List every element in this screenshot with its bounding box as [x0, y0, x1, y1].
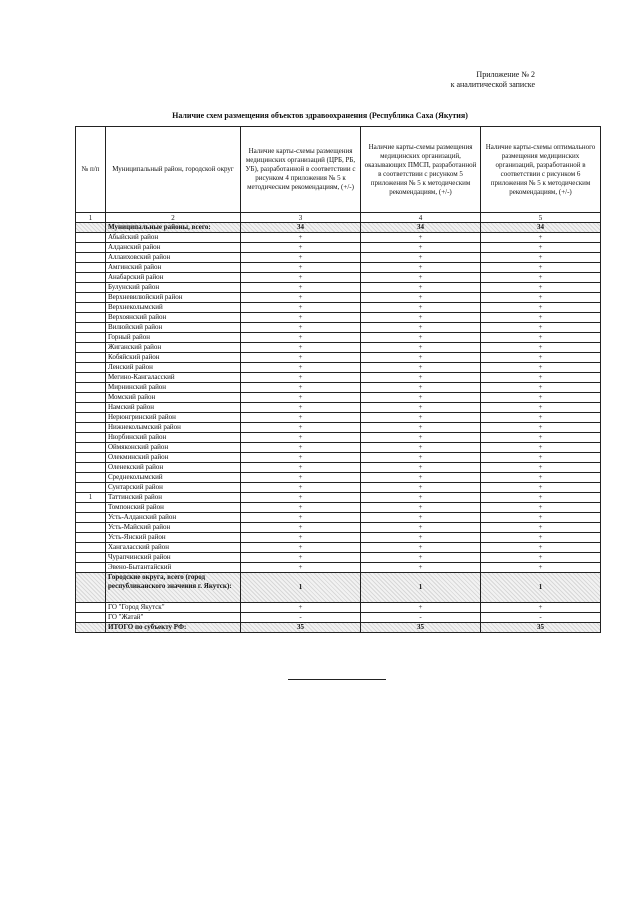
- row-number: [76, 573, 106, 603]
- row-value: +: [361, 313, 481, 323]
- column-number: 2: [106, 213, 241, 223]
- row-value: +: [481, 343, 601, 353]
- row-value: +: [361, 433, 481, 443]
- row-value: +: [241, 453, 361, 463]
- row-value: +: [241, 463, 361, 473]
- row-name: Усть-Алданский район: [106, 513, 241, 523]
- table-row: [76, 263, 601, 273]
- row-number: [76, 423, 106, 433]
- row-name: Амгинский район: [106, 263, 241, 273]
- row-value: +: [241, 263, 361, 273]
- row-value: +: [361, 463, 481, 473]
- row-value: +: [481, 483, 601, 493]
- row-value: +: [361, 423, 481, 433]
- row-value: +: [481, 263, 601, 273]
- row-value: +: [481, 313, 601, 323]
- row-name: Кобяйский район: [106, 353, 241, 363]
- row-number: [76, 303, 106, 313]
- row-name: Верхоянский район: [106, 313, 241, 323]
- row-number: [76, 233, 106, 243]
- row-name: Сунтарский район: [106, 483, 241, 493]
- row-name: Оймяконский район: [106, 443, 241, 453]
- table-body: [76, 223, 601, 633]
- row-value: +: [241, 273, 361, 283]
- table-row: [76, 603, 601, 613]
- row-number: [76, 543, 106, 553]
- row-value: +: [361, 373, 481, 383]
- row-number: [76, 403, 106, 413]
- header-district: Муниципальный район, городской округ: [106, 127, 241, 213]
- row-value: +: [361, 393, 481, 403]
- table-row: [76, 553, 601, 563]
- row-value: +: [361, 253, 481, 263]
- row-value: +: [361, 543, 481, 553]
- row-value: +: [481, 403, 601, 413]
- table-row: [76, 423, 601, 433]
- row-value: +: [241, 233, 361, 243]
- appendix-reference: к аналитической записке: [450, 80, 535, 89]
- row-value: +: [241, 513, 361, 523]
- row-value: +: [361, 603, 481, 613]
- row-name: Муниципальные районы, всего:: [106, 223, 241, 233]
- row-value: +: [241, 383, 361, 393]
- table-row: [76, 563, 601, 573]
- row-value: +: [241, 313, 361, 323]
- row-value: +: [481, 393, 601, 403]
- table-row: [76, 253, 601, 263]
- row-name: ГО "Город Якутск": [106, 603, 241, 613]
- table-row: [76, 353, 601, 363]
- row-value: +: [481, 423, 601, 433]
- row-name: ИТОГО по субъекту РФ:: [106, 623, 241, 633]
- row-number: [76, 263, 106, 273]
- row-value: 35: [481, 623, 601, 633]
- row-value: +: [241, 533, 361, 543]
- row-number: [76, 453, 106, 463]
- table-row: [76, 543, 601, 553]
- row-value: +: [481, 373, 601, 383]
- row-value: +: [241, 373, 361, 383]
- row-value: +: [481, 543, 601, 553]
- row-value: +: [361, 473, 481, 483]
- table-header: [76, 127, 601, 223]
- table-row: [76, 483, 601, 493]
- header-col-4: Наличие карты-схемы размещения медицинских организаций, оказывающих ПМСП, разработанной в соответствии с рисунком 5 приложения № 5 к методическим рекомендациям, (+/-): [361, 127, 481, 213]
- row-value: +: [481, 333, 601, 343]
- row-value: +: [361, 533, 481, 543]
- end-rule-divider: [288, 679, 386, 680]
- table-row: [76, 273, 601, 283]
- row-name: Усть-Янский район: [106, 533, 241, 543]
- row-name: Городские округа, всего (город республиканского значения г. Якутск):: [106, 573, 241, 603]
- appendix-note: [451, 70, 535, 90]
- row-name: Томпонский район: [106, 503, 241, 513]
- row-value: +: [241, 253, 361, 263]
- row-value: 1: [481, 573, 601, 603]
- column-number: 1: [76, 213, 106, 223]
- row-number: [76, 513, 106, 523]
- table-row: [76, 433, 601, 443]
- table-row: [76, 233, 601, 243]
- row-value: +: [481, 493, 601, 503]
- row-value: +: [361, 263, 481, 273]
- row-value: 34: [241, 223, 361, 233]
- row-value: +: [241, 393, 361, 403]
- row-value: -: [361, 613, 481, 623]
- table-row: [76, 613, 601, 623]
- row-name: Момский район: [106, 393, 241, 403]
- row-value: +: [481, 273, 601, 283]
- row-value: +: [481, 513, 601, 523]
- row-value: +: [361, 303, 481, 313]
- row-number: [76, 533, 106, 543]
- row-value: +: [361, 523, 481, 533]
- row-value: +: [241, 243, 361, 253]
- row-number: [76, 313, 106, 323]
- row-value: +: [361, 353, 481, 363]
- row-number: [76, 273, 106, 283]
- header-row: [76, 127, 601, 213]
- row-value: +: [361, 233, 481, 243]
- row-value: +: [481, 303, 601, 313]
- table-row: [76, 533, 601, 543]
- row-value: +: [241, 553, 361, 563]
- row-value: +: [241, 493, 361, 503]
- row-name: Эвено-Бытантайский: [106, 563, 241, 573]
- row-value: +: [241, 283, 361, 293]
- row-value: +: [241, 293, 361, 303]
- row-value: +: [481, 453, 601, 463]
- table-row: [76, 243, 601, 253]
- row-value: +: [481, 503, 601, 513]
- row-name: ГО "Жатай": [106, 613, 241, 623]
- row-value: +: [361, 293, 481, 303]
- row-value: +: [241, 363, 361, 373]
- cities-total-row: [76, 573, 601, 603]
- row-name: Усть-Майский район: [106, 523, 241, 533]
- appendix-number: Приложение № 2: [476, 70, 535, 79]
- row-name: Намский район: [106, 403, 241, 413]
- row-value: +: [481, 283, 601, 293]
- table-row: [76, 333, 601, 343]
- row-value: +: [481, 473, 601, 483]
- header-num: № п/п: [76, 127, 106, 213]
- row-value: +: [361, 443, 481, 453]
- row-value: +: [241, 413, 361, 423]
- row-number: [76, 523, 106, 533]
- row-name: Алданский район: [106, 243, 241, 253]
- row-number: [76, 483, 106, 493]
- table-row: [76, 403, 601, 413]
- row-name: Аллаиховский район: [106, 253, 241, 263]
- row-number: 1: [76, 493, 106, 503]
- row-number: [76, 503, 106, 513]
- row-name: Хангаласский район: [106, 543, 241, 553]
- row-value: +: [481, 443, 601, 453]
- row-value: +: [241, 483, 361, 493]
- table-row: [76, 373, 601, 383]
- row-name: Жиганский район: [106, 343, 241, 353]
- row-value: +: [361, 553, 481, 563]
- row-value: +: [361, 453, 481, 463]
- row-value: +: [361, 413, 481, 423]
- row-value: +: [361, 243, 481, 253]
- row-value: 35: [241, 623, 361, 633]
- row-value: +: [241, 433, 361, 443]
- row-value: +: [481, 383, 601, 393]
- row-name: Абыйский район: [106, 233, 241, 243]
- row-name: Нюрбинский район: [106, 433, 241, 443]
- table-row: [76, 313, 601, 323]
- row-value: +: [361, 483, 481, 493]
- header-col-5: Наличие карты-схемы оптимального размещения медицинских организаций, разработанной в соответствии с рисунком 6 приложения № 5 к методическим рекомендациям, (+/-): [481, 127, 601, 213]
- row-value: +: [241, 423, 361, 433]
- row-value: +: [361, 333, 481, 343]
- row-value: -: [481, 613, 601, 623]
- row-value: +: [361, 283, 481, 293]
- table-row: [76, 523, 601, 533]
- row-value: +: [241, 603, 361, 613]
- row-number: [76, 363, 106, 373]
- row-value: +: [361, 273, 481, 283]
- row-number: [76, 383, 106, 393]
- row-value: +: [481, 533, 601, 543]
- row-value: +: [481, 243, 601, 253]
- row-value: +: [241, 403, 361, 413]
- row-value: +: [361, 343, 481, 353]
- healthcare-schemes-table: [75, 126, 601, 633]
- row-value: +: [241, 303, 361, 313]
- row-value: +: [481, 293, 601, 303]
- table-row: [76, 513, 601, 523]
- row-number: [76, 283, 106, 293]
- row-value: +: [361, 503, 481, 513]
- row-number: [76, 253, 106, 263]
- row-value: +: [481, 353, 601, 363]
- row-value: +: [481, 413, 601, 423]
- table-row: [76, 393, 601, 403]
- row-value: +: [361, 513, 481, 523]
- row-value: +: [241, 503, 361, 513]
- row-value: 34: [481, 223, 601, 233]
- row-value: +: [361, 363, 481, 373]
- row-name: Нижнеколымский район: [106, 423, 241, 433]
- row-value: +: [481, 563, 601, 573]
- row-value: 1: [241, 573, 361, 603]
- table-row: [76, 413, 601, 423]
- row-value: +: [361, 323, 481, 333]
- table-row: [76, 303, 601, 313]
- row-number: [76, 413, 106, 423]
- row-name: Таттинский район: [106, 493, 241, 503]
- row-value: +: [481, 463, 601, 473]
- row-name: Вилюйский район: [106, 323, 241, 333]
- row-name: Верхневилюйский район: [106, 293, 241, 303]
- row-name: Анабарский район: [106, 273, 241, 283]
- districts-total-row: [76, 223, 601, 233]
- row-number: [76, 353, 106, 363]
- row-value: +: [481, 253, 601, 263]
- row-number: [76, 293, 106, 303]
- row-name: Ленский район: [106, 363, 241, 373]
- row-name: Среднеколымский: [106, 473, 241, 483]
- row-number: [76, 323, 106, 333]
- row-number: [76, 373, 106, 383]
- row-value: -: [241, 613, 361, 623]
- table-row: [76, 443, 601, 453]
- row-value: +: [241, 473, 361, 483]
- grand-total-row: [76, 623, 601, 633]
- row-value: +: [481, 553, 601, 563]
- table-row: [76, 463, 601, 473]
- row-number: [76, 603, 106, 613]
- row-value: +: [241, 353, 361, 363]
- row-value: +: [361, 403, 481, 413]
- row-number: [76, 613, 106, 623]
- row-value: +: [361, 563, 481, 573]
- row-number: [76, 223, 106, 233]
- row-value: 35: [361, 623, 481, 633]
- row-value: +: [481, 523, 601, 533]
- row-value: +: [241, 523, 361, 533]
- table-row: [76, 493, 601, 503]
- table-row: [76, 383, 601, 393]
- row-name: Оленекский район: [106, 463, 241, 473]
- table-row: [76, 343, 601, 353]
- row-number: [76, 623, 106, 633]
- column-number: 5: [481, 213, 601, 223]
- row-name: Мегино-Кангаласский: [106, 373, 241, 383]
- table-row: [76, 363, 601, 373]
- row-value: +: [481, 323, 601, 333]
- row-value: +: [481, 233, 601, 243]
- table-row: [76, 473, 601, 483]
- row-value: +: [241, 323, 361, 333]
- row-number: [76, 463, 106, 473]
- column-numbers-row: [76, 213, 601, 223]
- row-number: [76, 563, 106, 573]
- row-name: Олекминский район: [106, 453, 241, 463]
- row-name: Горный район: [106, 333, 241, 343]
- table-row: [76, 503, 601, 513]
- row-value: +: [481, 363, 601, 373]
- row-value: +: [481, 603, 601, 613]
- row-value: +: [241, 443, 361, 453]
- row-name: Верхнеколымский: [106, 303, 241, 313]
- row-name: Чурапчинский район: [106, 553, 241, 563]
- row-number: [76, 393, 106, 403]
- column-number: 4: [361, 213, 481, 223]
- row-value: +: [241, 563, 361, 573]
- row-number: [76, 333, 106, 343]
- row-value: +: [241, 343, 361, 353]
- row-number: [76, 243, 106, 253]
- row-name: Нерюнгринский район: [106, 413, 241, 423]
- table-row: [76, 453, 601, 463]
- row-name: Булунский район: [106, 283, 241, 293]
- row-value: +: [241, 333, 361, 343]
- row-number: [76, 443, 106, 453]
- table-row: [76, 283, 601, 293]
- row-value: +: [361, 383, 481, 393]
- row-name: Мирнинский район: [106, 383, 241, 393]
- header-col-3: Наличие карты-схемы размещения медицинских организаций (ЦРБ, РБ, УБ), разработанной в соответствии с рисунком 4 приложения № 5 к методическим рекомендациям, (+/-): [241, 127, 361, 213]
- row-value: +: [481, 433, 601, 443]
- column-number: 3: [241, 213, 361, 223]
- row-value: +: [361, 493, 481, 503]
- document-title: Наличие схем размещения объектов здравоохранения (Республика Саха (Якутия): [172, 111, 468, 120]
- row-value: +: [241, 543, 361, 553]
- row-number: [76, 343, 106, 353]
- row-number: [76, 473, 106, 483]
- row-number: [76, 433, 106, 443]
- row-number: [76, 553, 106, 563]
- table-row: [76, 293, 601, 303]
- table-row: [76, 323, 601, 333]
- row-value: 34: [361, 223, 481, 233]
- row-value: 1: [361, 573, 481, 603]
